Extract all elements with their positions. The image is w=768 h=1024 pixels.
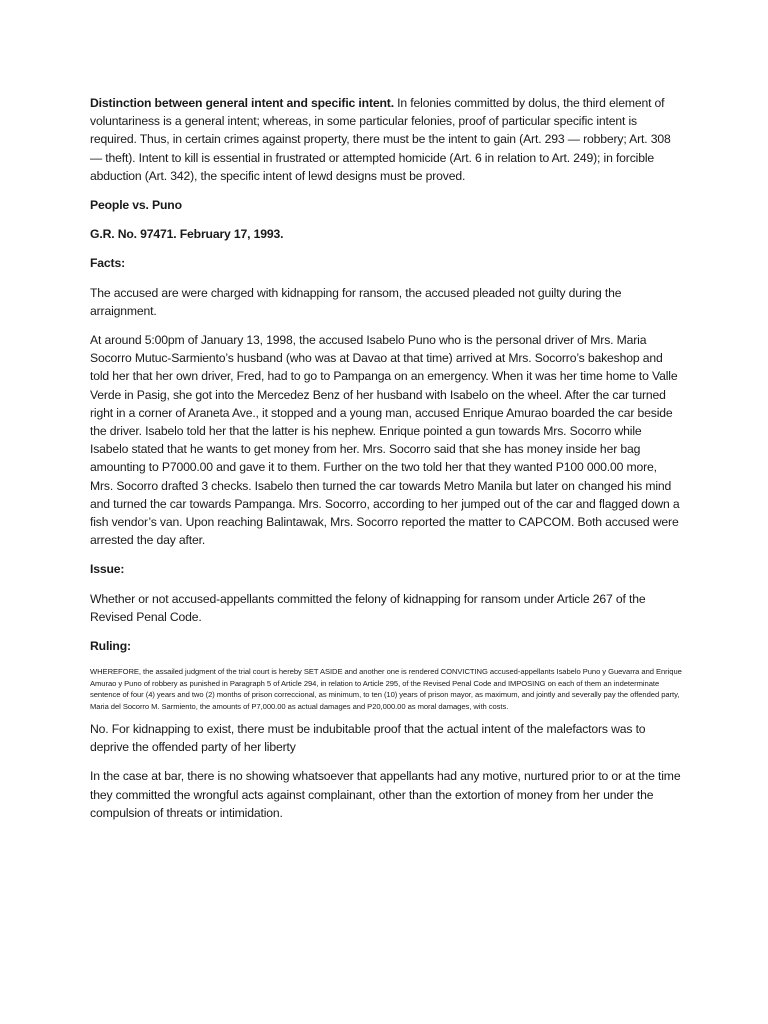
issue-label: Issue: — [90, 562, 125, 577]
issue-text: Whether or not accused-appellants committed the felony of kidnapping for ransom under Article 267 of the Revised Penal Code. — [90, 591, 646, 624]
document-page — [90, 94, 682, 833]
case-title: People vs. Puno — [90, 198, 182, 213]
intro-heading: Distinction between general intent and specific intent. — [90, 96, 394, 110]
ruling-label: Ruling: — [90, 639, 131, 654]
intro-text: In felonies committed by dolus, the third element of voluntariness is a general intent; whereas, in some particular felonies, proof of particular specific intent is required. Thus, in certain crimes against property, there must be the intent to gain (Art. 293 — robbery; Art. 308 — theft). Intent to kill is essential in frustrated or attempted homicide (Art. 6 in relation to Art. 249); in forcible abduction (Art. 342), the specific intent of lewd designs must be proved. — [90, 96, 671, 183]
facts-paragraph-2: At around 5:00pm of January 13, 1998, the accused Isabelo Puno who is the personal driver of Mrs. Maria Socorro Mutuc-Sarmiento’s husband (who was at Davao at that time) arrived at Mrs. Socorro’s bakeshop and told her that her own driver, Fred, had to go to Pampanga on an emergency. When it was her time home to Valle Verde in Pasig, she got into the Mercedez Benz of her husband with Isabelo on the wheel. After the car turned right in a corner of Araneta Ave., it stopped and a young man, accused Enrique Amurao boarded the car beside the driver. Isabelo told her that the latter is his nephew. Enrique pointed a gun towards Mrs. Socorro while Isabelo stated that he wants to get money from her. Mrs. Socorro said that she has money inside her bag amounting to P7000.00 and gave it to them. Further on the two told her that they wanted P100 000.00 more, Mrs. Socorro drafted 3 checks. Isabelo then turned the car towards Metro Manila but later on changed his mind and turned the car towards Pampanga. Mrs. Socorro, according to her jumped out of the car and flagged down a fish vendor’s van. Upon reaching Balintawak, Mrs. Socorro reported the matter to CAPCOM. Both accused were arrested the day after. — [90, 333, 680, 548]
facts-label: Facts: — [90, 256, 125, 271]
ruling-paragraph-1: No. For kidnapping to exist, there must be indubitable proof that the actual intent of the malefactors was to deprive the offended party of her liberty — [90, 721, 646, 755]
case-number: G.R. No. 97471. February 17, 1993. — [90, 227, 284, 242]
ruling-fine-print: WHEREFORE, the assailed judgment of the trial court is hereby SET ASIDE and another one is rendered CONVICTING accused-appellants Isabelo Puno y Guevarra and Enrique Amurao y Puno of robbery as punished in Paragraph 5 of Article 294, in relation to Article 295, of the Revised Penal Code and IMPOSING on each of them an indeterminate sentence of four (4) years and two (2) months of prison correccional, as minimum, to ten (10) years of prison mayor, as maximum, and jointly and severally pay the offended party, Maria del Socorro M. Sarmiento, the amounts of P7,000.00 as actual damages and P20,000.00 as moral damages, with costs. — [90, 667, 682, 711]
ruling-paragraph-2: In the case at bar, there is no showing whatsoever that appellants had any motive, nurtured prior to or at the time they committed the wrongful acts against complainant, other than the extortion of money from her under the compulsion of threats or intimidation. — [90, 769, 681, 820]
facts-paragraph-1: The accused are were charged with kidnapping for ransom, the accused pleaded not guilty during the arraignment. — [90, 285, 622, 318]
intro-paragraph — [90, 94, 682, 185]
